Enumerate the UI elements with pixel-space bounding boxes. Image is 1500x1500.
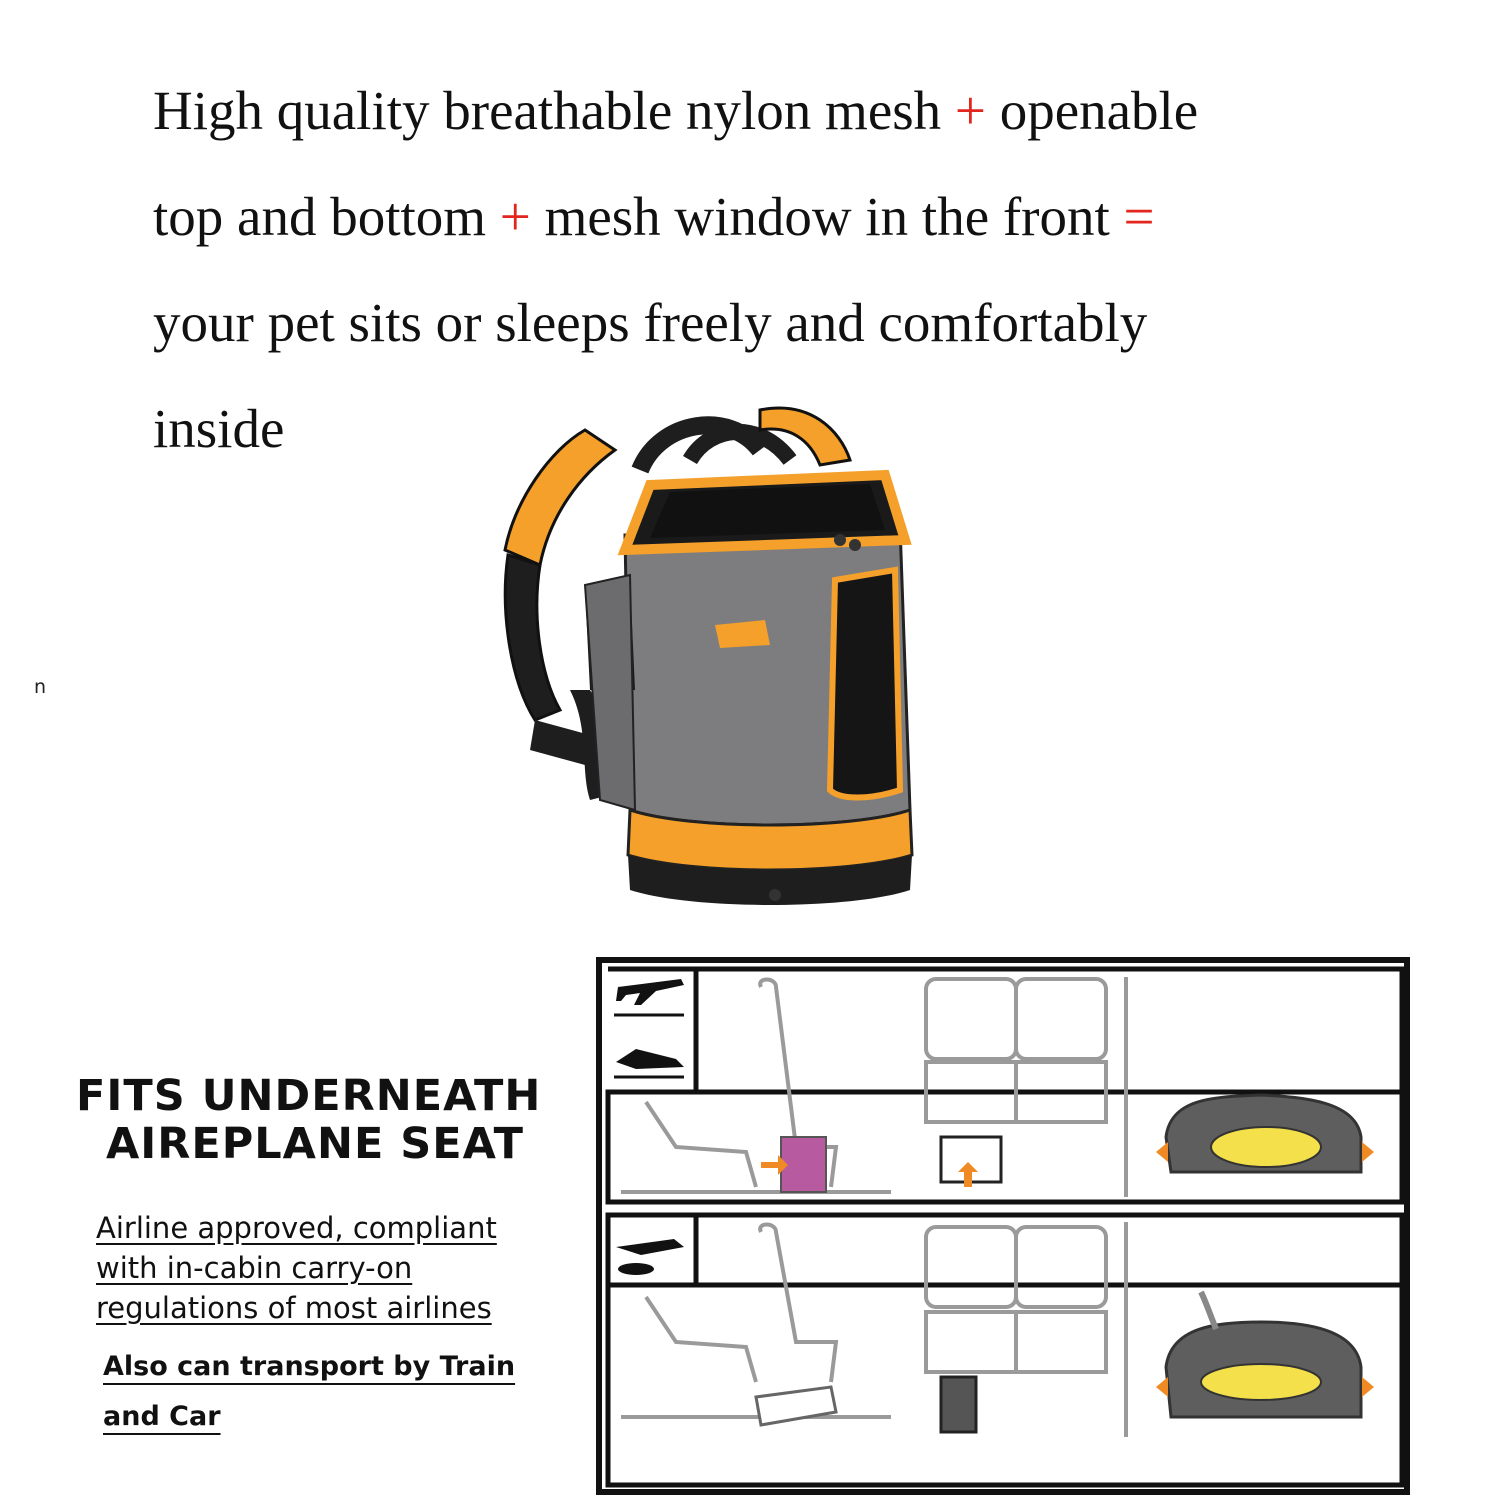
cat-icon: [1201, 1364, 1321, 1400]
cat-icon: [1211, 1127, 1321, 1167]
airline-note: [96, 1208, 566, 1328]
shoulder-strap: [530, 720, 590, 765]
zipper-pull: [769, 889, 781, 901]
transport-note-line: and Car: [103, 1401, 221, 1432]
headline-text: High quality breathable nylon mesh: [153, 80, 955, 141]
airline-note-line: regulations of most airlines: [96, 1291, 492, 1325]
headline-line-3: your pet sits or sleeps freely and comfortably: [153, 292, 1148, 353]
fits-heading-line-2: AIREPLANE SEAT: [106, 1119, 524, 1169]
headline-text: mesh window in the front: [530, 186, 1124, 247]
carrier-under-seat: [941, 1377, 976, 1432]
zipper-pull: [849, 539, 861, 551]
window-flap: [715, 620, 770, 648]
headline-text: openable: [985, 80, 1199, 141]
headline-line-2: [153, 164, 1443, 270]
airplane-seat-diagram: [596, 957, 1410, 1495]
transport-note-line: Also can transport by Train: [103, 1351, 516, 1382]
airline-note-line: with in-cabin carry-on: [96, 1251, 413, 1285]
top-handle: [690, 432, 790, 460]
carrier-under-seat: [781, 1137, 826, 1192]
airline-note-line: Airline approved, compliant: [96, 1211, 497, 1245]
headline-text: top and bottom: [153, 186, 500, 247]
front-mesh-window: [830, 570, 900, 798]
shoulder-strap: [505, 430, 615, 565]
plane-landing-icon: [618, 1263, 654, 1275]
headline-line-1: [153, 58, 1443, 164]
fits-heading: [76, 1072, 576, 1168]
transport-note: [103, 1342, 573, 1442]
stray-character: n: [34, 676, 47, 698]
shoulder-strap: [505, 555, 560, 720]
pet-backpack-image: [490, 390, 950, 950]
plus-operator: +: [954, 80, 986, 141]
headline-line-4: inside: [153, 398, 285, 459]
fits-heading-line-1: FITS UNDERNEATH: [76, 1071, 542, 1121]
top-lid-mesh: [650, 484, 885, 538]
equals-operator: =: [1123, 186, 1155, 247]
zipper-pull: [834, 534, 846, 546]
plus-operator: +: [499, 186, 531, 247]
